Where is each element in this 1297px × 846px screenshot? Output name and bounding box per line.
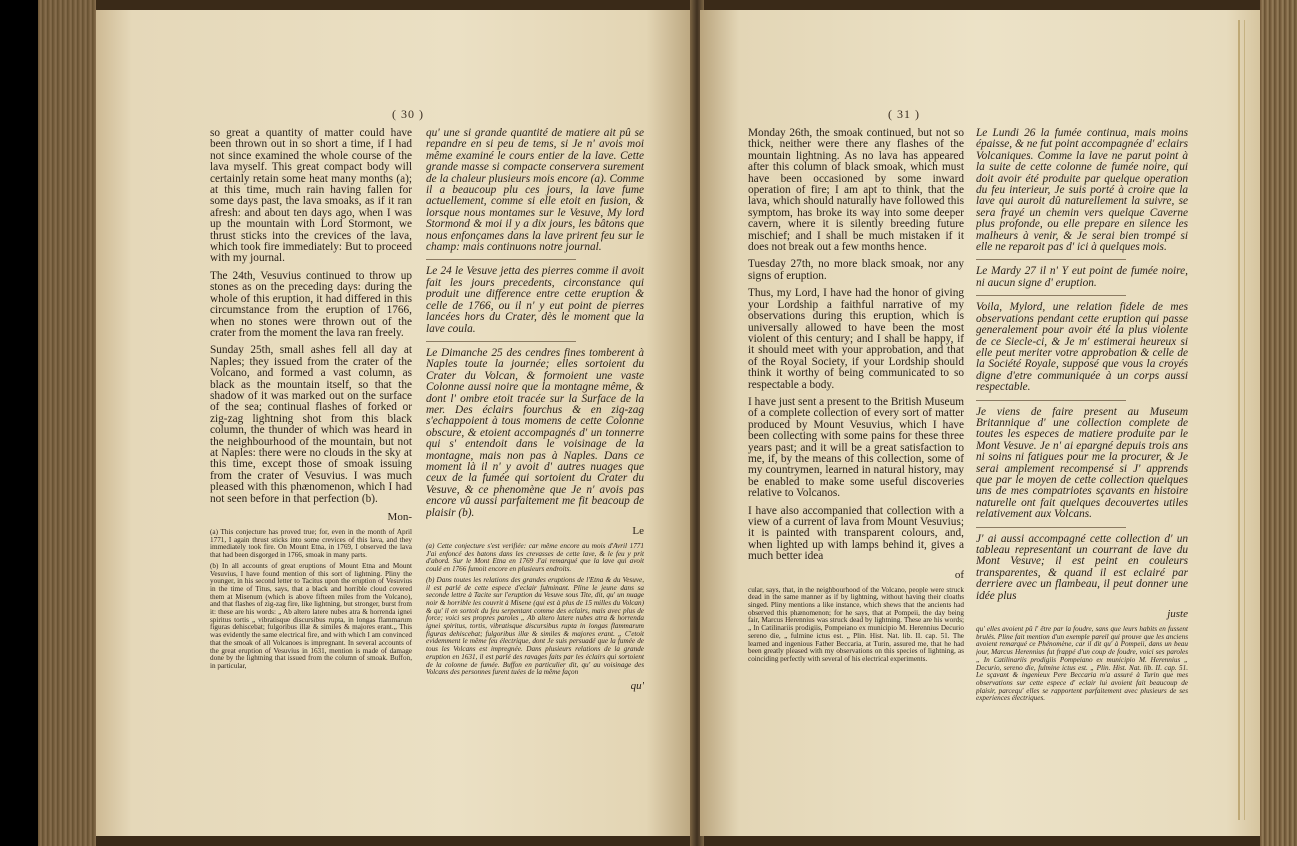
page-edges-left <box>38 0 96 846</box>
paragraph: Je viens de faire present au Museum Britannique d' une collection complete de toutes les especes de matiere produite par le Mont Vesuve. Je n' ai epargné depuis trois ans ni soins ni fatigues pour me la procurer, & Je serai amplement recompensé si J' apprends que par le moyen de cette collection quelques uns de mes compatriotes sçavants en histoire naturelle ont fait quelques decouvertes utiles relativement aux Volcans. <box>976 405 1188 521</box>
catchword: Le <box>632 525 644 537</box>
paragraph: I have just sent a present to the British Museum of a complete collection of every sort of matter produced by Mount Vesuvius, which I have been collecting with some pains for these three years past; and it will be a great satisfaction to me, if, by the means of this collection, some of my countrymen, learned in natural history, may be enabled to make some useful discoveries relative to Volcanos. <box>748 395 964 500</box>
footnote: (b) In all accounts of great eruptions of Mount Etna and Mount Vesuvius, I have found mention of this sort of lightning. Pliny the younger, in his second letter to Tacitus upon the eruption of Vesuvius in the time of Titus, says, that a black and horrible cloud covered them at Misenum (which is above fifteen miles from the Volcano), and that flashes of zig-zag fire, like lightning, but stronger, burst from it: these are his words: „ Ab altero latere nubes atra & horrenda ignei spiritus tortis „ vibratisque discursibus rupta, in longas flammarum figuras dehiscebat; fulgoribus illæ & similes & majores erant.„ This was evidently the same electrical fire, and with which I am convinced that the smoak of all Volcanoes is impregnant. In several accounts of the great eruption of Vesuvius in 1631, mention is made of damage done by the lightning that issued from the column of smoak. Buffon, in particular, <box>210 561 412 670</box>
catchword: of <box>954 568 964 581</box>
paragraph: Le Mardy 27 il n' Y eut point de fumée noire, ni aucun signe d' eruption. <box>976 265 1188 289</box>
footnote: (b) Dans toutes les relations des grandes eruptions de l'Etna & du Vesuve, il est parlé de cette espece d'eclair fulminant. Pline le jeune dans sa seconde lettre à Tacite sur l'eruption du Vesuve sous Tite, dit, qu' un nuage noir & horrible les couvrit à Misene (qui est à plus de 15 milles du Volcan) & qu' il en sortoit du feu serpentant comme des eclairs, mais avec plus de force; voici ses propres paroles „ Ab altero latere nubes atra & horrenda ignei spiritus, tortis, vibratisque discursibus rupta in longas flammarum figuras dehiscebat; fulgoribus illæ & similes & majores erant. „ C'etoit evidemment le même feu électrique, dont Je suis persuadé que la fumée de tous les Volcans est impregnée. Dans plusieurs relations de la grande eruption en 1631, il est parlé des ravages faits par les éclairs qui sortoient de la colonne de fumée. Buffon en particulier dit, qu' au voisinage des Volcans des personnes furent tuées de la même façon <box>426 575 644 677</box>
right-english-column <box>748 128 964 818</box>
catchword: juste <box>1167 608 1188 621</box>
paragraph: Le Dimanche 25 des cendres fines tomberent à Naples toute la journée; elles sortoient du Crater du Volcan, & formoient une vaste Colonne aussi noire que la montagne même, & dont l' ombre etoit tracée sur la Surface de la mer. Des éclairs fourchus & en zig-zag s'echappoient à tous momens de cette Colonne obscure, & etoient accompagnés d' un tonnerre qui s' entendoit dans le voisinage de la montagne, mais non pas à Naples. Dans ce moment là il n' y avoit d' autres nuages que ceux de la fumée qui sortoient du Crater du Vesuve, & ce phenomène que Je n' avois pas encore vû aussi parfaitement me fit beacoup de plaisir (b). <box>426 346 644 519</box>
right-page <box>700 10 1260 836</box>
paragraph: Sunday 25th, small ashes fell all day at Naples; they issued from the crater of the Volcano, and formed a vast column, as black as the mountain itself, so that the shadow of it was marked out on the surface of the sea; continual flashes of forked or zig-zag lightning shot from this black column, the thunder of which was heard in the neighbourhood of the mountain, but not at Naples: there were no clouds in the sky at this time, except those of smoak issuing from the crater of Vesuvius. I was much pleased with this phænomenon, which I had not seen before in that perfection (b). <box>210 344 412 505</box>
page-number-right: ( 31 ) <box>888 107 920 121</box>
gilt-border-line <box>1244 20 1245 820</box>
page-number-left: ( 30 ) <box>392 107 424 121</box>
page-edges-right <box>1260 0 1297 846</box>
divider <box>426 259 576 260</box>
catchword: qu' <box>630 679 644 692</box>
paragraph: I have also accompanied that collection with a view of a current of lava from Mount Vesuvius; it is painted with transparent colours, and, when lighted up with lamps behind it, gives a much better idea <box>748 504 964 563</box>
paragraph: qu' une si grande quantité de matiere ait pû se repandre en si peu de tems, si Je n' avois moi même examiné le cours entier de la lave. Cette grande masse si compacte conservera surement de la chaleur plusieurs mois encore (a). Comme il a beaucoup plu ces jours, la lave fume actuellement, comme si elle etoit en fusion, & lorsque nous montames sur le Vesuve, My lord Stormond & moi il y a dix jours, les bâtons que nous enfonçames dans la lave prirent feu sur le champ: mais continuons notre journal. <box>426 128 644 254</box>
left-english-column <box>210 128 412 818</box>
paragraph: Monday 26th, the smoak continued, but not so thick, neither were there any flashes of the mountain lightning. As no lava has appeared after this column of black smoak, which must have been occasioned by some inward operation of fire; I am apt to think, that the lava, which should naturally have followed this symptom, has broke its way into some deeper cavern, where it is silently breeding future mischief; and I shall be much mistaken if it does not break out a few months hence. <box>748 128 964 254</box>
paragraph: Le 24 le Vesuve jetta des pierres comme il avoit fait les jours precedents, circonstance qui produit une difference entre cette eruption & celle de 1766, ou il n' y eut point de pierres lancées hors du Crater, dès le moment que la lave coula. <box>426 265 644 335</box>
open-book <box>38 0 1260 846</box>
left-french-column <box>426 128 644 818</box>
catchword: Mon- <box>387 511 412 523</box>
paragraph: Thus, my Lord, I have had the honor of giving your Lordship a faithful narrative of my observations during this eruption, which is universally allowed to have been the most violent of this century; and I shall be happy, if it should meet with your approbation, and that of the Royal Society, if your Lordship should think it worthy of being communicated to so respectable a body. <box>748 287 964 391</box>
footnote: cular, says, that, in the neighbourhood of the Volcano, people were struck dead in the same manner as if by lightning, without having their cloaths singed. Pliny mentions a like instance, which shews that the ancients had observed this phænomenon; for he says, that at Pompeii, the day being fair, Marcus Herennius was struck dead by lightning. These are his words; „ In Catilinariis prodigiis, Pompeiano ex municipio M. Herennius Decurio sereno die, „ fulmine ictus est. „ Plin. Hist. Nat. lib. II. cap. 51. The learned and ingenious Father Beccaria, at Turin, assured me, that he had been greatly pleased with my observations on this species of lightning, as coinciding perfectly with several of his electrical experiments. <box>748 585 964 663</box>
divider <box>976 259 1126 260</box>
divider <box>976 527 1126 528</box>
divider <box>976 295 1126 296</box>
paragraph: so great a quantity of matter could have been thrown out in so short a time, if I had not since examined the whole course of the lava myself. This great compact body will certainly retain some heat many months (a); at this time, much rain having fallen for some days past, the lava smoaks, as if it ran afresh: and about ten days ago, when I was up the mountain with Lord Stormont, we thrust sticks into the crevices of the lava, which took fire immediately: But to proceed with my journal. <box>210 128 412 265</box>
footnote: qu' elles avoient pû l' être par la foudre, sans que leurs habits en fussent brulés. Pline fait mention d'un exemple pareil qui prouve que les anciens avoient remarqué ce Phénomène, car il dit qu' à Pompeii, dans un beau jour, Marcus Herennius fut frappé d'un coup de foudre, voici ses paroles „ In Catilinariis prodigiis Pompeiano ex municipio M. Herennius „ Decurio, sereno die, fulmine ictus est. „ Plin. Hist. Nat. lib. II. cap. 51. Le sçavant & ingenieux Pere Beccaria m'a assuré à Turin que mes observations sur cette espece d' eclair lui avoient fait beaucoup de plaisir, parcequ' elles se rapportent parfaitement avec plusieurs de ses experiences électriques. <box>976 625 1188 703</box>
gilt-border-line <box>1238 20 1240 820</box>
paragraph: J' ai aussi accompagné cette collection d' un tableau representant un courrant de lave du Mont Vesuve; il est peint en couleurs transparentes, & quand il est eclairé par derriere avec un flambeau, il peut donner une idée plus <box>976 532 1188 602</box>
divider <box>976 400 1126 401</box>
left-page <box>96 10 694 836</box>
right-french-column <box>976 128 1188 818</box>
paragraph: Voila, Mylord, une relation fidele de mes observations pendant cette eruption qui passe generalement pour avoir été la plus violente de ce Siecle-ci, & Je m' estimerai heureux si elle peut meriter votre approbation & celle de la Société Royale, supposé que vous la croyés digne d'etre communiquée à un corps aussi respectable. <box>976 301 1188 394</box>
divider <box>426 341 576 342</box>
footnote: (a) Cette conjecture s'est verifiée: car même encore au mois d'Avril 1771 J'ai enfoncé des batons dans les crevasses de cette lave, & le feu y prit d'abord. Sur le Mont Etna en 1769 J'ai remarqué que la lave qui avoit coulé en 1766 fumoit encore en plusieurs endroits. <box>426 542 644 574</box>
paragraph: Tuesday 27th, no more black smoak, nor any signs of eruption. <box>748 258 964 282</box>
footnote: (a) This conjecture has proved true; for, even in the month of April 1771, I again thrust sticks into some crevices of this lava, and they immediately took fire. On Mount Etna, in 1769, I observed the lava that had been disgorged in 1766, smoak in many parts. <box>210 528 412 560</box>
paragraph: The 24th, Vesuvius continued to throw up stones as on the preceding days: during the whole of this eruption, it had differed in this circumstance from the eruption of 1766, when no stones were thrown out of the crater from the moment the lava ran freely. <box>210 269 412 339</box>
paragraph: Le Lundi 26 la fumée continua, mais moins épaisse, & ne fut point accompagnée d' eclairs Volcaniques. Comme la lave ne parut point à la suite de cette colonne de fumée noire, qui doit avoir été produite par quelque operation du feu interieur, Je suis porté à croire que la lave qui auroit dû naturellement la suivre, se sera frayé un chemin vers quelque Caverne plus profonde, ou elle prepare en silence les malheurs à venir, & Je serai bien trompé si elle ne reparoit pas d' ici à quelques mois. <box>976 128 1188 254</box>
